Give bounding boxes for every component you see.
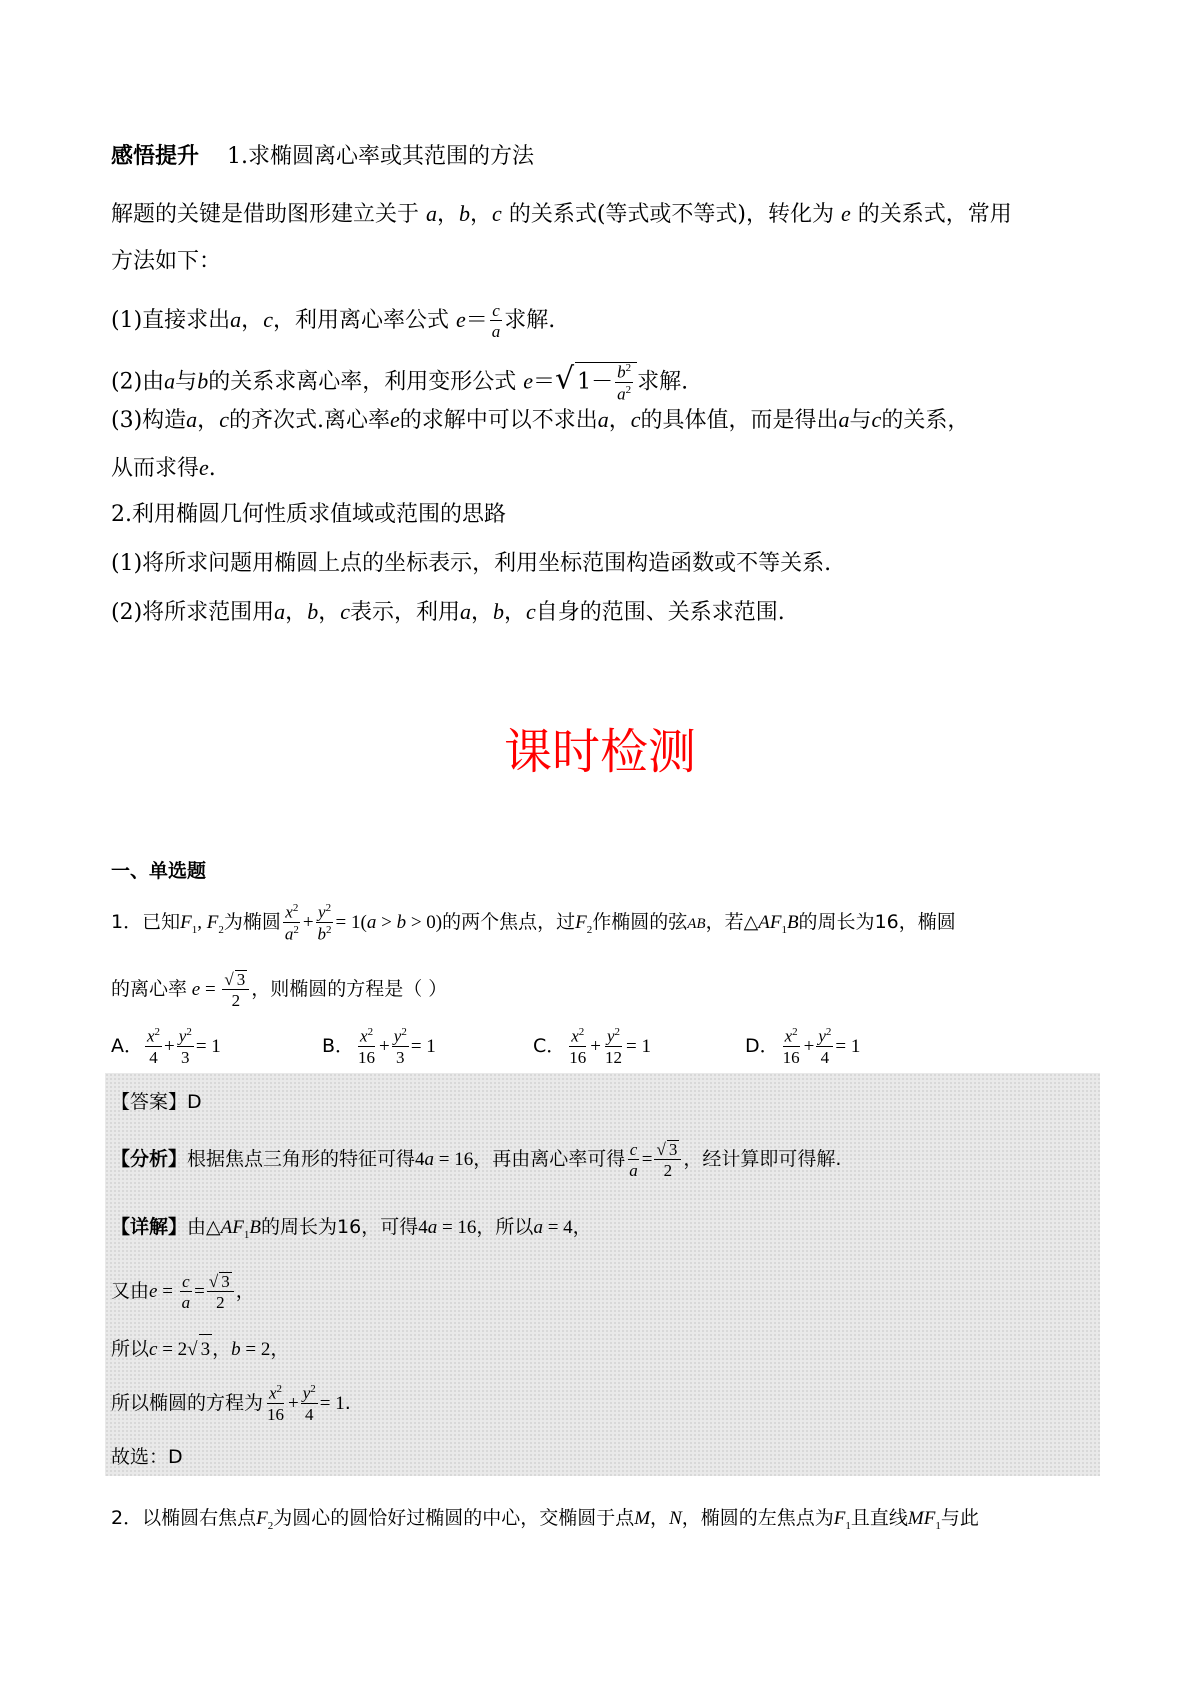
- analysis-text-c: ，经计算即可得解.: [683, 1148, 842, 1170]
- question-2-line-1: 2．以椭圆右焦点$F_2$为圆心的圆恰好过椭圆的中心，交椭圆于点M，N，椭圆的左焦点为$F_1$且直线$MF_1$与此: [111, 1507, 979, 1532]
- option-b[interactable]: B． $\frac{x^2}{16}$ + $\frac{y^2}{3}$ = 1: [322, 1026, 436, 1067]
- m3-text-d: 的具体值，而是得出: [640, 408, 839, 433]
- detail-text-b: 的周长为: [260, 1216, 337, 1238]
- insight-heading: 感悟提升: [111, 143, 200, 169]
- detail-text-d: ，所以: [476, 1216, 534, 1238]
- question-1-line-2: 的离心率 e = $\frac{√ 3}{2}$ ，则椭圆的方程是（ ）: [111, 970, 448, 1010]
- q1-perimeter: 16: [874, 911, 899, 934]
- detail-line: 【详解】由$\triangle AF_1B$的周长为16，可得4a = 16，所以a = 4，: [111, 1216, 592, 1241]
- line3-text: 所以: [111, 1338, 150, 1360]
- sqrt-sign: √: [554, 361, 575, 397]
- q1-text-c: 作椭圆的弦: [592, 911, 688, 934]
- detail-line-4: 所以椭圆的方程为 $\frac{x^2}{16}$ + $\frac{y^2}{4}$ = 1.: [111, 1383, 351, 1424]
- intro-text-b: 的关系式(等式或不等式)，转化为: [508, 202, 834, 227]
- analysis-line: 【分析】根据焦点三角形的特征可得4a = 16，再由离心率可得 $\frac{c}{a}$ = $\frac{√ 3}{2}$ ，经计算即可得解.: [111, 1139, 842, 1180]
- m2-text-b: 与: [175, 369, 198, 395]
- intro-text-a: 解题的关键是借助图形建立关于: [111, 202, 420, 227]
- detail-perimeter: 16: [337, 1216, 362, 1238]
- question-1-line-1: 1．已知$F_1$, $F_2$为椭圆 $\frac{x^2}{a^2}$ + $\frac{y^2}{b^2}$ = 1(a > b > 0)的两个焦点，过$F_2$作椭圆的弦AB，若$\triangle AF_1B$的周长为16，椭圆: [111, 902, 956, 944]
- range-1: (1)将所求问题用椭圆上点的坐标表示，利用坐标范围构造函数或不等关系.: [111, 551, 832, 576]
- range-2: (2)将所求范围用a，b，c表示，利用a，b，c自身的范围、关系求范围.: [111, 599, 785, 625]
- q1-text-e: 的周长为: [798, 911, 875, 934]
- analysis-text-b: ，再由离心率可得: [473, 1148, 626, 1170]
- m2-text-a: (2)由: [111, 369, 165, 395]
- q1-text-b: 的两个焦点，过: [442, 911, 576, 934]
- r2-text-a: (2)将所求范围用: [111, 600, 275, 625]
- q2-text-c: ，椭圆的左焦点为: [681, 1507, 834, 1529]
- option-d-den2: 4: [820, 1047, 830, 1067]
- detail-text-a: 由: [187, 1216, 207, 1238]
- q1-text-d: ，若: [705, 911, 744, 934]
- option-c[interactable]: C． $\frac{x^2}{16}$ + $\frac{y^2}{12}$ = 1: [533, 1026, 651, 1067]
- fraction-c-over-a: $\frac{c}{a}$: [491, 301, 501, 341]
- q1-text-g: 的离心率: [111, 978, 188, 1000]
- q2-text-d: 且直线: [850, 1507, 908, 1529]
- r2-text-c: 自身的范围、关系求范围.: [535, 600, 785, 625]
- option-d[interactable]: D． $\frac{x^2}{16}$ + $\frac{y^2}{4}$ = 1: [745, 1026, 861, 1067]
- q2-text-a: 2．以椭圆右焦点: [111, 1507, 257, 1529]
- method-3-cont: 从而求得e.: [111, 455, 216, 481]
- option-c-den1: 16: [569, 1047, 587, 1067]
- m2-text-d: 求解.: [637, 369, 689, 395]
- q1-text-h: ，则椭圆的方程是（ ）: [251, 978, 448, 1000]
- m1-text-b: ，利用离心率公式: [272, 308, 449, 333]
- answer-line: [111, 1087, 202, 1117]
- section-heading: 一、单选题: [111, 860, 207, 882]
- q1-text-a: 为椭圆: [223, 911, 281, 934]
- method-1: (1)直接求出a，c，利用离心率公式 e＝ $\frac{c}{a}$ 求解.: [111, 301, 556, 341]
- detail-text-c: ，可得: [361, 1216, 419, 1238]
- insight-title-line: [111, 141, 534, 172]
- answer-value: D: [187, 1091, 202, 1113]
- option-b-den1: 16: [358, 1047, 376, 1067]
- detail-label: 【详解】: [111, 1216, 188, 1238]
- insight-title1: 1.求椭圆离心率或其范围的方法: [227, 144, 534, 169]
- section-title: 课时检测: [503, 724, 696, 780]
- option-d-label: D．: [745, 1034, 779, 1057]
- insight-intro-2: 方法如下：: [111, 249, 222, 274]
- m3-text-g: 从而求得: [111, 456, 200, 481]
- q1-text-f: ，椭圆: [898, 911, 956, 934]
- insight-intro: 解题的关键是借助图形建立关于 a，b，c 的关系式(等式或不等式)，转化为 e 的关系式，常用: [111, 201, 1012, 227]
- m2-text-c: 的关系求离心率，利用变形公式: [208, 369, 517, 395]
- option-b-label: B．: [322, 1034, 355, 1057]
- answer-label: 【答案】: [111, 1091, 188, 1113]
- detail-line-2: 又由e = $\frac{c}{a}$ = $\frac{√ 3}{2}$ ，: [111, 1271, 255, 1312]
- q2-text-e: 与此: [940, 1507, 979, 1529]
- option-a-den2: 3: [181, 1047, 190, 1067]
- q2-text-b: 为圆心的圆恰好过椭圆的中心，交椭圆于点: [273, 1507, 635, 1529]
- method-2: (2)由a与b的关系求离心率，利用变形公式 e＝√ 1－ $\frac{b^2}{a^2}$ 求解.: [111, 361, 689, 404]
- detail-line-3: 所以c = 2√ 3 ，b = 2，: [111, 1334, 289, 1365]
- detail-line-5: 故选：D: [111, 1446, 183, 1468]
- insight-title2: 2.利用椭圆几何性质求值域或范围的思路: [111, 502, 506, 527]
- option-b-den2: 3: [396, 1047, 405, 1067]
- m3-text-e: 与: [849, 408, 872, 433]
- analysis-label: 【分析】: [111, 1148, 188, 1170]
- method-3: (3)构造a，c的齐次式.离心率e的求解中可以不求出a，c的具体值，而是得出a与c的关系，: [111, 407, 970, 433]
- option-a[interactable]: A． $\frac{x^2}{4}$ + $\frac{y^2}{3}$ = 1: [111, 1026, 221, 1067]
- sqrt-body: 1－ $\frac{b^2}{a^2}$: [575, 362, 637, 402]
- r2-text-b: 表示，利用: [349, 600, 460, 625]
- line4-text: 所以椭圆的方程为: [111, 1391, 264, 1414]
- line2-text: 又由: [111, 1280, 150, 1302]
- analysis-text-a: 根据焦点三角形的特征可得: [187, 1148, 416, 1170]
- intro-text-c: 的关系式，常用: [857, 202, 1012, 227]
- option-d-den1: 16: [782, 1047, 800, 1067]
- option-c-label: C．: [533, 1034, 566, 1057]
- m3-text-a: (3)构造: [111, 408, 187, 433]
- m1-text-c: 求解.: [504, 308, 556, 333]
- m3-text-c: 的求解中可以不求出: [399, 408, 598, 433]
- option-c-den2: 12: [605, 1047, 622, 1067]
- option-a-den1: 4: [149, 1047, 158, 1067]
- m1-text-a: (1)直接求出: [111, 308, 231, 333]
- m3-text-b: 的齐次式.离心率: [228, 408, 390, 433]
- m3-text-f: 的关系，: [881, 408, 970, 433]
- q1-num: 1．已知: [111, 911, 181, 934]
- option-a-label: A．: [111, 1034, 143, 1057]
